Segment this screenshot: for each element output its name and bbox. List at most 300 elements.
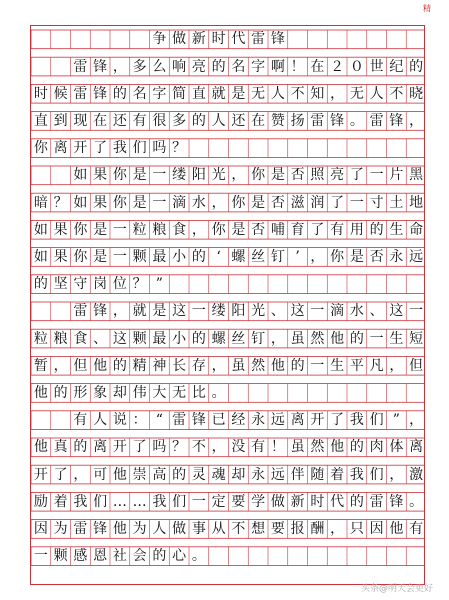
grid-char: 没: [231, 439, 246, 456]
grid-char: 粮: [152, 221, 167, 238]
grid-char: 比: [191, 384, 206, 401]
grid-char: 崇: [132, 466, 147, 483]
grid-char: 酬: [310, 520, 325, 537]
grid-char: 着: [53, 493, 68, 510]
grid-char: …: [112, 493, 127, 510]
grid-char: 离: [290, 412, 305, 429]
grid-char: 阳: [231, 303, 246, 320]
grid-char: 开: [33, 466, 48, 483]
grid-char: 食: [172, 221, 187, 238]
grid-char: 时: [211, 31, 226, 48]
grid-char: 从: [211, 520, 226, 537]
grid-char: 学: [251, 493, 266, 510]
grid-char: [31, 302, 51, 321]
grid-char: ，: [53, 357, 68, 374]
grid-char: 时: [310, 493, 325, 510]
essay-line: [31, 492, 424, 511]
grid-char: 要: [270, 520, 285, 537]
essay-line: [31, 356, 424, 375]
grid-char: 虽: [231, 357, 246, 374]
grid-char: 锋: [93, 303, 108, 320]
grid-char: 们: [369, 412, 384, 429]
grid-char: 岗: [93, 276, 108, 293]
grid-char: 简: [172, 85, 187, 102]
grid-char: 的: [191, 330, 206, 347]
grid-char: 的: [191, 112, 206, 129]
grid-char: 地: [409, 194, 424, 211]
grid-char: 食: [73, 330, 88, 347]
grid-char: 长: [172, 357, 187, 374]
grid-char: 象: [93, 384, 108, 401]
grid-char: 高: [152, 466, 167, 483]
essay-line: [31, 302, 424, 321]
grid-char: ，: [409, 112, 424, 129]
grid-char: 恩: [93, 548, 108, 565]
grid-char: 励: [33, 493, 48, 510]
grid-char: 一: [310, 303, 325, 320]
grid-char: 位: [112, 276, 127, 293]
grid-char: 名: [231, 58, 246, 75]
grid-char: 锋: [330, 112, 345, 129]
grid-char: 说: [112, 412, 127, 429]
grid-char: 的: [349, 439, 364, 456]
grid-char: 是: [251, 194, 266, 211]
grid-char: 。: [191, 548, 206, 565]
grid-char: 的: [409, 58, 424, 75]
grid-char: 否: [290, 167, 305, 184]
grid-char: 到: [53, 112, 68, 129]
grid-char: 这: [389, 303, 404, 320]
grid-char: 雷: [73, 303, 88, 320]
grid-char: 用: [349, 221, 364, 238]
grid-char: 他: [389, 520, 404, 537]
grid-char: 果: [93, 167, 108, 184]
grid-char: 否: [369, 248, 384, 265]
grid-char: 否: [270, 194, 285, 211]
grid-char: 时: [33, 85, 48, 102]
grid-char: 为: [132, 520, 147, 537]
grid-char: 无: [172, 384, 187, 401]
grid-char: 人: [211, 112, 226, 129]
grid-char: 人: [93, 412, 108, 429]
grid-char: 是: [93, 221, 108, 238]
grid-char: 要: [231, 493, 246, 510]
grid-char: 雷: [73, 520, 88, 537]
grid-char: 有: [251, 439, 266, 456]
essay-line: [31, 220, 424, 239]
grid-char: ，: [73, 466, 88, 483]
grid-char: 果: [53, 248, 68, 265]
grid-char: 纪: [389, 58, 404, 75]
grid-char: 一: [112, 221, 127, 238]
grid-char: 们: [172, 493, 187, 510]
essay-line: [31, 248, 424, 267]
grid-char: 不: [191, 439, 206, 456]
grid-char: 黑: [409, 167, 424, 184]
watermark: 头条@明天会更好: [360, 584, 433, 594]
grid-char: 雷: [310, 112, 325, 129]
grid-char: 一: [349, 194, 364, 211]
grid-char: 你: [231, 194, 246, 211]
grid-char: 吗: [152, 140, 167, 157]
grid-char: ，: [211, 357, 226, 374]
essay-line: [31, 384, 424, 403]
grid-char: 争: [152, 31, 167, 48]
grid-char: 却: [112, 384, 127, 401]
grid-char: 的: [73, 439, 88, 456]
grid-char: 你: [73, 221, 88, 238]
grid-char: 暗: [33, 194, 48, 211]
grid-char: [31, 57, 51, 76]
grid-char: 生: [389, 330, 404, 347]
grid-char: 粒: [132, 221, 147, 238]
grid-char: 可: [93, 466, 108, 483]
grid-char: 生: [389, 221, 404, 238]
grid-char: 开: [112, 439, 127, 456]
grid-char: 人: [369, 85, 384, 102]
grid-char: 直: [191, 85, 206, 102]
essay-line: [31, 166, 424, 185]
grid-char: 了: [53, 466, 68, 483]
grid-char: 只: [349, 520, 364, 537]
grid-char: 社: [112, 548, 127, 565]
grid-char: ０: [349, 58, 364, 75]
grid-char: 一: [310, 357, 325, 374]
grid-char: 。: [409, 493, 424, 510]
grid-char: 的: [33, 276, 48, 293]
grid-char: 开: [73, 140, 88, 157]
grid-char: 了: [93, 140, 108, 157]
grid-char: 因: [33, 520, 48, 537]
essay-title: [31, 30, 424, 49]
grid-char: 钉: [270, 248, 285, 265]
essay-line: [31, 112, 424, 131]
grid-char: 直: [33, 112, 48, 129]
grid-char: 永: [389, 248, 404, 265]
grid-char: 我: [349, 466, 364, 483]
grid-char: [51, 57, 71, 76]
grid-char: 赞: [270, 112, 285, 129]
essay-line: [31, 547, 424, 566]
grid-char: 的: [172, 466, 187, 483]
grid-char: 形: [73, 384, 88, 401]
grid-char: 的: [152, 548, 167, 565]
grid-char: 一: [191, 303, 206, 320]
grid-char: 最: [152, 248, 167, 265]
grid-char: [31, 166, 51, 185]
grid-char: 雷: [369, 112, 384, 129]
grid-char: 粒: [33, 330, 48, 347]
grid-char: 了: [310, 221, 325, 238]
grid-char: 真: [53, 439, 68, 456]
grid-char: 他: [330, 330, 345, 347]
grid-char: 。: [211, 384, 226, 401]
grid-char: 名: [132, 85, 147, 102]
grid-char: 想: [251, 520, 266, 537]
grid-char: 肉: [369, 439, 384, 456]
grid-char: 照: [310, 167, 325, 184]
grid-char: 润: [310, 194, 325, 211]
grid-char: ，: [330, 85, 345, 102]
grid-char: 是: [231, 85, 246, 102]
grid-char: 否: [251, 221, 266, 238]
grid-char: 有: [330, 221, 345, 238]
essay-line: [31, 438, 424, 457]
grid-char: 响: [172, 58, 187, 75]
grid-char: 他: [112, 520, 127, 537]
grid-char: 锋: [93, 520, 108, 537]
grid-char: 做: [172, 520, 187, 537]
grid-char: 的: [369, 221, 384, 238]
grid-char: 哺: [270, 221, 285, 238]
grid-char: 伴: [290, 466, 305, 483]
grid-char: 们: [132, 140, 147, 157]
grid-char: 他: [112, 466, 127, 483]
grid-char: 的: [112, 85, 127, 102]
grid-char: 因: [369, 520, 384, 537]
grid-char: ，: [389, 466, 404, 483]
grid-char: 晓: [409, 85, 424, 102]
grid-char: 一: [33, 548, 48, 565]
grid-char: ？: [132, 276, 147, 293]
grid-char: ‘: [216, 248, 221, 265]
grid-char: 伟: [132, 384, 147, 401]
grid-char: 如: [33, 248, 48, 265]
grid-char: 做: [270, 493, 285, 510]
grid-char: 滴: [330, 303, 345, 320]
grid-char: 在: [251, 112, 266, 129]
grid-char: 了: [330, 194, 345, 211]
grid-char: 永: [251, 412, 266, 429]
grid-char: 、: [270, 303, 285, 320]
grid-char: 啊: [270, 58, 285, 75]
grid-char: 寸: [369, 194, 384, 211]
essay-line: [31, 411, 424, 430]
grid-char: 钉: [251, 330, 266, 347]
essay-line: [31, 520, 424, 539]
grid-char: 雷: [172, 412, 187, 429]
grid-char: “: [155, 412, 163, 429]
grid-char: 是: [132, 194, 147, 211]
grid-char: [51, 302, 71, 321]
grid-char: 滴: [172, 194, 187, 211]
grid-char: 的: [349, 493, 364, 510]
grid-char: ，: [231, 167, 246, 184]
grid-char: 定: [211, 493, 226, 510]
grid-char: ？: [172, 439, 187, 456]
grid-char: 、: [93, 330, 108, 347]
grid-char: 果: [93, 194, 108, 211]
grid-char: 会: [132, 548, 147, 565]
grid-char: 然: [310, 439, 325, 456]
grid-char: …: [132, 493, 147, 510]
grid-char: 小: [172, 330, 187, 347]
grid-char: 他: [93, 357, 108, 374]
essay-line: [31, 139, 424, 158]
grid-char: 有: [409, 520, 424, 537]
grid-char: 我: [349, 412, 364, 429]
grid-char: 一: [369, 167, 384, 184]
grid-char: 激: [409, 466, 424, 483]
grid-char: [51, 166, 71, 185]
grid-char: ，: [389, 357, 404, 374]
essay-line: [31, 465, 424, 484]
grid-char: 平: [349, 357, 364, 374]
grid-char: 但: [409, 357, 424, 374]
grid-char: 命: [409, 221, 424, 238]
grid-char: 心: [172, 548, 187, 565]
grid-char: ，: [112, 303, 127, 320]
grid-char: 了: [132, 439, 147, 456]
grid-char: 守: [73, 276, 88, 293]
grid-char: 。: [349, 112, 364, 129]
essay-line: [31, 193, 424, 212]
grid-char: 土: [389, 194, 404, 211]
grid-char: 不: [290, 85, 305, 102]
grid-char: 然: [310, 330, 325, 347]
grid-char: 就: [132, 303, 147, 320]
grid-char: 远: [270, 412, 285, 429]
grid-char: 无: [349, 85, 364, 102]
grid-char: 吗: [152, 439, 167, 456]
grid-char: 你: [112, 167, 127, 184]
grid-char: 新: [290, 493, 305, 510]
grid-char: 很: [152, 112, 167, 129]
grid-char: ２: [330, 58, 345, 75]
grid-char: 颗: [132, 248, 147, 265]
grid-char: 他: [270, 357, 285, 374]
grid-char: 雷: [73, 85, 88, 102]
grid-char: 锋: [191, 412, 206, 429]
grid-char: 无: [251, 85, 266, 102]
grid-char: 育: [290, 221, 305, 238]
grid-char: 如: [73, 167, 88, 184]
grid-char: 是: [93, 248, 108, 265]
grid-char: 是: [231, 221, 246, 238]
grid-char: 字: [251, 58, 266, 75]
grid-char: 随: [310, 466, 325, 483]
grid-char: ，: [211, 439, 226, 456]
grid-char: 经: [231, 412, 246, 429]
grid-char: 了: [349, 167, 364, 184]
grid-char: 的: [290, 357, 305, 374]
grid-char: ”: [155, 276, 163, 293]
grid-char: 人: [270, 85, 285, 102]
grid-char: 灵: [191, 466, 206, 483]
grid-char: 是: [270, 167, 285, 184]
grid-char: 水: [191, 194, 206, 211]
grid-char: 但: [73, 357, 88, 374]
grid-char: 事: [191, 520, 206, 537]
grid-char: 丝: [251, 248, 266, 265]
grid-char: 不: [389, 85, 404, 102]
grid-char: 滋: [290, 194, 305, 211]
grid-char: 的: [211, 58, 226, 75]
grid-char: ，: [270, 330, 285, 347]
grid-char: 缕: [211, 303, 226, 320]
grid-char: 螺: [231, 248, 246, 265]
grid-char: 是: [349, 248, 364, 265]
grid-char: 的: [191, 248, 206, 265]
grid-char: 粮: [53, 330, 68, 347]
grid-char: 体: [389, 439, 404, 456]
grid-char: 如: [33, 221, 48, 238]
grid-char: 代: [330, 493, 345, 510]
grid-char: 这: [290, 303, 305, 320]
grid-char: 这: [112, 330, 127, 347]
grid-char: 了: [330, 412, 345, 429]
grid-char: 感: [73, 548, 88, 565]
grid-char: ，: [191, 221, 206, 238]
grid-char: 一: [409, 303, 424, 320]
grid-char: 远: [270, 466, 285, 483]
grid-char: 人: [152, 520, 167, 537]
grid-char: ！: [290, 58, 305, 75]
composition-sheet: [30, 25, 425, 585]
grid-char: 你: [211, 221, 226, 238]
grid-char: 开: [310, 412, 325, 429]
grid-char: 为: [53, 520, 68, 537]
grid-char: 我: [73, 493, 88, 510]
grid-char: 我: [112, 140, 127, 157]
grid-char: ：: [132, 412, 147, 429]
grid-char: 亮: [330, 167, 345, 184]
grid-char: ，: [330, 520, 345, 537]
grid-char: 还: [112, 112, 127, 129]
grid-char: 颗: [53, 548, 68, 565]
grid-char: 离: [409, 439, 424, 456]
grid-char: 新: [191, 31, 206, 48]
grid-char: 螺: [211, 330, 226, 347]
grid-char: 你: [112, 194, 127, 211]
grid-char: 做: [172, 31, 187, 48]
grid-char: 知: [310, 85, 325, 102]
grid-char: 雷: [369, 493, 384, 510]
grid-char: 雷: [73, 58, 88, 75]
grid-char: 光: [251, 303, 266, 320]
grid-char: 你: [330, 248, 345, 265]
grid-char: 坚: [53, 276, 68, 293]
grid-char: 我: [152, 493, 167, 510]
grid-char: 的: [349, 330, 364, 347]
grid-char: 亮: [191, 58, 206, 75]
grid-char: 你: [251, 167, 266, 184]
essay-line: [31, 57, 424, 76]
grid-char: 有: [132, 112, 147, 129]
grid-char: [51, 411, 71, 430]
grid-char: 你: [33, 140, 48, 157]
grid-char: 锋: [93, 58, 108, 75]
grid-char: 已: [211, 412, 226, 429]
essay-line: [31, 84, 424, 103]
grid-char: 你: [73, 248, 88, 265]
grid-char: 一: [152, 167, 167, 184]
grid-char: ，: [112, 58, 127, 75]
grid-char: 一: [112, 248, 127, 265]
grid-char: 的: [53, 384, 68, 401]
grid-char: 世: [369, 58, 384, 75]
grid-char: 雷: [251, 31, 266, 48]
grid-char: 锋: [389, 493, 404, 510]
grid-char: 他: [33, 439, 48, 456]
grid-char: 多: [132, 58, 147, 75]
grid-char: 代: [231, 31, 246, 48]
grid-char: 然: [251, 357, 266, 374]
grid-char: 短: [409, 330, 424, 347]
grid-char: 锋: [93, 85, 108, 102]
grid-char: ？: [53, 194, 68, 211]
grid-char: 是: [152, 303, 167, 320]
